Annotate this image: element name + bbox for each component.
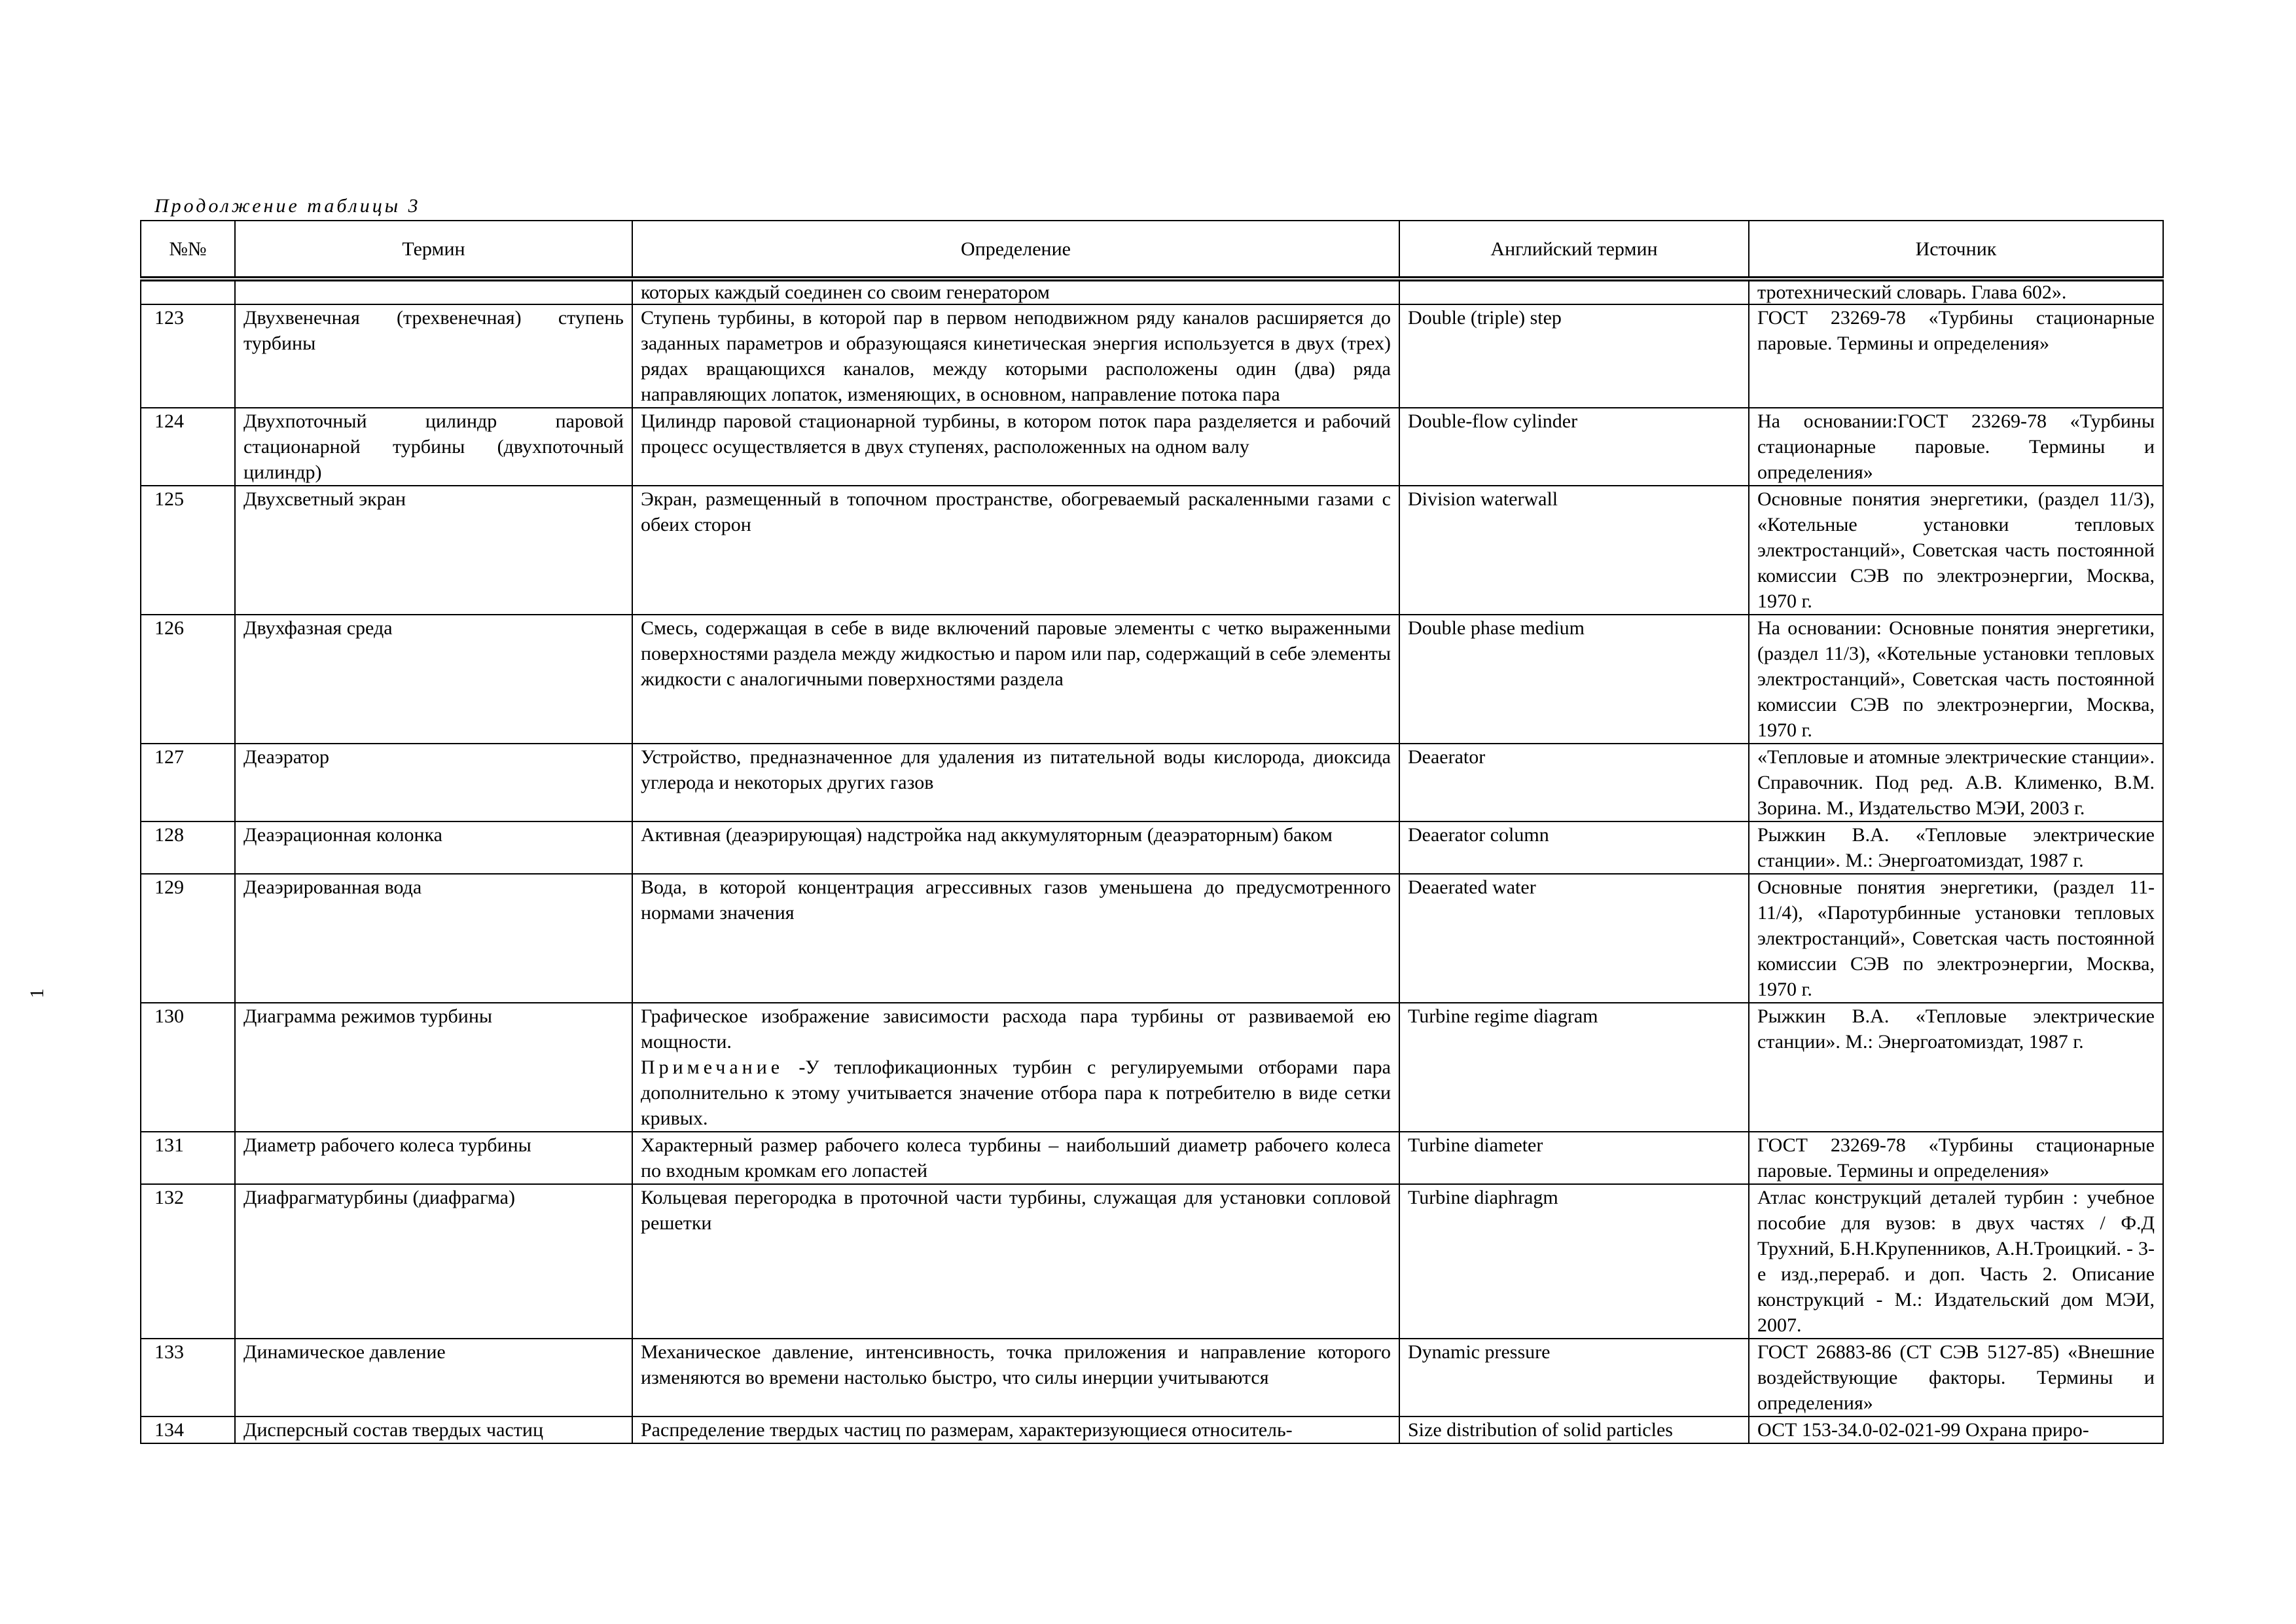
cell-definition: Распределение твердых частиц по размерам, характеризующиеся относитель- (632, 1416, 1399, 1443)
cell-num: 127 (141, 744, 235, 821)
cell-definition: Характерный размер рабочего колеса турбины – наибольший диаметр рабочего колеса по входным кромкам его лопастей (632, 1132, 1399, 1184)
cell-source: Основные понятия энергетики, (раздел 11-11/4), «Паротурбинные установки тепловых электростанций», Советская часть постоянной комиссии СЭВ по электроэнергии, Москва, 1970 г. (1749, 874, 2163, 1003)
cell-definition (632, 1003, 1399, 1132)
cell-definition: которых каждый соединен со своим генератором (632, 279, 1399, 304)
cell-source: ГОСТ 23269-78 «Турбины стационарные паровые. Термины и определения» (1749, 1132, 2163, 1184)
cell-source: Рыжкин В.А. «Тепловые электрические станции». М.: Энергоатомиздат, 1987 г. (1749, 821, 2163, 874)
note-label: Примечание (641, 1056, 784, 1078)
cell-num: 123 (141, 304, 235, 408)
cell-source: тротехнический словарь. Глава 602». (1749, 279, 2163, 304)
cell-source: Атлас конструкций деталей турбин : учебное пособие для вузов: в двух частях / Ф.Д Трухний, Б.Н.Крупенников, А.Н.Троицкий. - 3-е изд.,перераб. и доп. Часть 2. Описание конструкций - М.: Издательский дом МЭИ, 2007. (1749, 1184, 2163, 1339)
cell-term: Деаэрированная вода (235, 874, 632, 1003)
terms-table (140, 220, 2164, 1444)
cell-definition: Активная (деаэрирующая) надстройка над аккумуляторным (деаэраторным) баком (632, 821, 1399, 874)
cell-term: Двухпоточный цилиндр паровой стационарной турбины (двухпоточный цилиндр) (235, 408, 632, 486)
cell-num: 132 (141, 1184, 235, 1339)
cell-num: 130 (141, 1003, 235, 1132)
cell-term: Диаметр рабочего колеса турбины (235, 1132, 632, 1184)
table-row-continuation (141, 279, 2163, 304)
cell-english (1399, 279, 1749, 304)
cell-source: «Тепловые и атомные электрические станции». Справочник. Под ред. А.В. Клименко, В.М. Зорина. М., Издательство МЭИ, 2003 г. (1749, 744, 2163, 821)
cell-term: Двухсветный экран (235, 486, 632, 615)
table-row (141, 615, 2163, 744)
cell-num: 126 (141, 615, 235, 744)
header-num: №№ (141, 221, 235, 279)
cell-num: 134 (141, 1416, 235, 1443)
cell-source: На основании:ГОСТ 23269-78 «Турбины стационарные паровые. Термины и определения» (1749, 408, 2163, 486)
cell-num: 129 (141, 874, 235, 1003)
cell-definition: Ступень турбины, в которой пар в первом неподвижном ряду каналов расширяется до заданных параметров и образующаяся кинетическая энергия используется в двух (трех) рядах вращающихся каналов, между которыми расположены один (два) ряда направляющих лопаток, изменяющих, в основном, направление потока пара (632, 304, 1399, 408)
definition-text: Графическое изображение зависимости расхода пара турбины от развиваемой ею мощности. (641, 1005, 1391, 1053)
cell-source: На основании: Основные понятия энергетики, (раздел 11/3), «Котельные установки тепловых электростанций», Советская часть постоянной комиссии СЭВ по электроэнергии, Москва, 1970 г. (1749, 615, 2163, 744)
cell-definition: Вода, в которой концентрация агрессивных газов уменьшена до предусмотренного нормами значения (632, 874, 1399, 1003)
cell-english: Turbine diaphragm (1399, 1184, 1749, 1339)
cell-term: Диафрагматурбины (диафрагма) (235, 1184, 632, 1339)
cell-definition: Экран, размещенный в топочном пространстве, обогреваемый раскаленными газами с обеих сторон (632, 486, 1399, 615)
table-row (141, 304, 2163, 408)
header-definition: Определение (632, 221, 1399, 279)
cell-english: Division waterwall (1399, 486, 1749, 615)
cell-definition: Кольцевая перегородка в проточной части турбины, служащая для установки сопловой решетки (632, 1184, 1399, 1339)
cell-num: 128 (141, 821, 235, 874)
cell-english: Turbine diameter (1399, 1132, 1749, 1184)
cell-term: Диаграмма режимов турбины (235, 1003, 632, 1132)
cell-source: ГОСТ 23269-78 «Турбины стационарные паровые. Термины и определения» (1749, 304, 2163, 408)
cell-english: Double phase medium (1399, 615, 1749, 744)
header-english: Английский термин (1399, 221, 1749, 279)
table-row (141, 874, 2163, 1003)
header-source: Источник (1749, 221, 2163, 279)
cell-definition: Механическое давление, интенсивность, точка приложения и направление которого изменяются во времени настолько быстро, что силы инерции учитываются (632, 1339, 1399, 1416)
cell-english: Double-flow cylinder (1399, 408, 1749, 486)
note-text: -У теплофикационных турбин с регулируемыми отборами пара дополнительно к этому учитывается значение отбора пара к потребителю в виде сетки кривых. (641, 1056, 1391, 1129)
cell-term: Деаэрационная колонка (235, 821, 632, 874)
table-row (141, 1132, 2163, 1184)
cell-num: 131 (141, 1132, 235, 1184)
table-row (141, 821, 2163, 874)
cell-definition: Цилиндр паровой стационарной турбины, в котором поток пара разделяется и рабочий процесс осуществляется в двух ступенях, расположенных на одном валу (632, 408, 1399, 486)
table-caption: Продолжение таблицы 3 (154, 195, 421, 217)
cell-term: Двухфазная среда (235, 615, 632, 744)
table-row (141, 408, 2163, 486)
cell-term: Двухвенечная (трехвенечная) ступень турбины (235, 304, 632, 408)
cell-source: ГОСТ 26883-86 (СТ СЭВ 5127-85) «Внешние воздействующие факторы. Термины и определения» (1749, 1339, 2163, 1416)
table-row (141, 1003, 2163, 1132)
cell-source: Основные понятия энергетики, (раздел 11/3), «Котельные установки тепловых электростанций», Советская часть постоянной комиссии СЭВ по электроэнергии, Москва, 1970 г. (1749, 486, 2163, 615)
cell-num (141, 279, 235, 304)
table-row (141, 1184, 2163, 1339)
table-row (141, 1416, 2163, 1443)
cell-num: 125 (141, 486, 235, 615)
header-term: Термин (235, 221, 632, 279)
cell-term: Деаэратор (235, 744, 632, 821)
cell-num: 133 (141, 1339, 235, 1416)
cell-definition: Смесь, содержащая в себе в виде включений паровые элементы с четко выраженными поверхностями раздела между жидкостью и паром или пар, содержащий в себе элементы жидкости с аналогичными поверхностями раздела (632, 615, 1399, 744)
page-side-mark: 1 (26, 988, 48, 998)
cell-english: Deaerated water (1399, 874, 1749, 1003)
definition-note (641, 1055, 1391, 1131)
table-row (141, 486, 2163, 615)
cell-source: ОСТ 153-34.0-02-021-99 Охрана приро- (1749, 1416, 2163, 1443)
table-row (141, 1339, 2163, 1416)
cell-english: Deaerator column (1399, 821, 1749, 874)
cell-english: Turbine regime diagram (1399, 1003, 1749, 1132)
cell-source: Рыжкин В.А. «Тепловые электрические станции». М.: Энергоатомиздат, 1987 г. (1749, 1003, 2163, 1132)
cell-english: Deaerator (1399, 744, 1749, 821)
cell-english: Dynamic pressure (1399, 1339, 1749, 1416)
cell-definition: Устройство, предназначенное для удаления из питательной воды кислорода, диоксида углерода и некоторых других газов (632, 744, 1399, 821)
cell-term: Дисперсный состав твердых частиц (235, 1416, 632, 1443)
table-header-row (141, 221, 2163, 279)
cell-num: 124 (141, 408, 235, 486)
cell-english: Double (triple) step (1399, 304, 1749, 408)
cell-term (235, 279, 632, 304)
table-row (141, 744, 2163, 821)
cell-term: Динамическое давление (235, 1339, 632, 1416)
cell-english: Size distribution of solid particles (1399, 1416, 1749, 1443)
